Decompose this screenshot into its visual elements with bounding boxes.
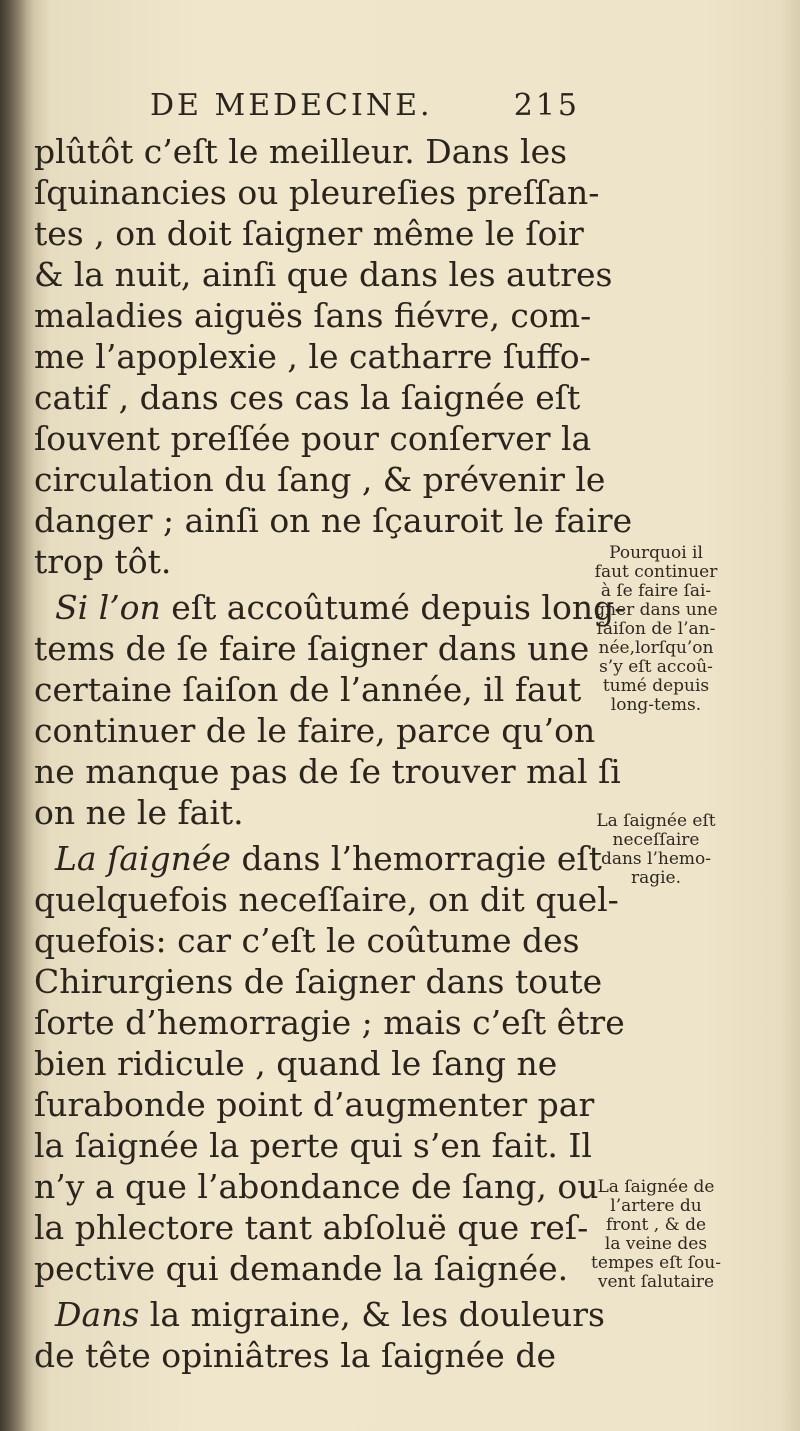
text-line — [34, 1294, 605, 1335]
margin-note-line: tumé depuis — [602, 676, 710, 696]
margin-note-line: née,lorſqu’on — [598, 638, 714, 658]
text-line: pective qui demande la ſaignée. — [34, 1249, 569, 1288]
main-text-column — [34, 131, 633, 1376]
text-line: plûtôt c’eſt le meilleur. Dans les — [34, 132, 568, 171]
margin-note-line: l’artere du — [610, 1196, 702, 1216]
italic-lead: La ſaignée — [54, 839, 231, 878]
italic-lead: Si l’on — [54, 588, 161, 627]
text-line: & la nuit, ainſi que dans les autres — [34, 255, 613, 294]
text-line: ſouvent preſſée pour conſerver la — [34, 419, 592, 458]
text-line: circulation du ſang , & prévenir le — [34, 460, 606, 499]
running-head-title: DE MEDECINE. — [150, 88, 433, 123]
page-number: 215 — [513, 88, 580, 123]
text-line: ſorte d’hemorragie ; mais c’eſt être — [34, 1003, 625, 1042]
margin-note-line: faut continuer — [594, 562, 718, 582]
text-line: trop tôt. — [34, 542, 172, 581]
text-line: la ſaignée la perte qui s’en fait. Il — [34, 1126, 592, 1165]
margin-note-line: à ſe faire ſai- — [600, 581, 712, 601]
text-run: eſt accoûtumé depuis long- — [160, 588, 626, 627]
margin-note-line: gner dans une — [594, 600, 718, 620]
text-run: dans l’hemorragie eſt — [230, 839, 602, 878]
margin-note-3 — [576, 1178, 736, 1292]
text-line: danger ; ainſi on ne ſçauroit le faire — [34, 501, 633, 540]
text-line: certaine ſaiſon de l’année, il faut — [34, 670, 582, 709]
margin-note-line: ſaiſon de l’an- — [596, 619, 716, 639]
text-line: tes , on doit ſaigner même le ſoir — [34, 214, 584, 253]
margin-note-2 — [576, 812, 736, 888]
margin-note-line: neceſſaire — [612, 830, 700, 850]
margin-note-line: vent ſalutaire — [597, 1272, 715, 1292]
paragraph-3 — [34, 838, 625, 1289]
text-line: ſurabonde point d’augmenter par — [34, 1085, 595, 1124]
paragraph-2 — [34, 587, 626, 833]
margin-note-line: dans l’hemo- — [600, 849, 712, 869]
text-line: de tête opiniâtres la ſaignée de — [34, 1336, 556, 1375]
text-line: me l’apoplexie , le catharre ſuffo- — [34, 337, 591, 376]
text-run: la migraine, & les douleurs — [139, 1295, 605, 1334]
text-line: la phlectore tant abſoluë que reſ- — [34, 1208, 589, 1247]
page-gutter-shadow — [0, 0, 34, 1431]
text-line: quefois: car c’eſt le coûtume des — [34, 921, 580, 960]
text-line: n’y a que l’abondance de ſang, ou — [34, 1167, 599, 1206]
text-line: quelquefois neceſſaire, on dit quel- — [34, 880, 619, 919]
text-line: ne manque pas de ſe trouver mal ſi — [34, 752, 621, 791]
margin-note-line: s’y eſt accoû- — [599, 657, 713, 677]
margin-note-line: La ſaignée eſt — [596, 811, 716, 831]
text-line: Chirurgiens de ſaigner dans toute — [34, 962, 603, 1001]
text-line: ſquinancies ou pleureſies preſſan- — [34, 173, 600, 212]
text-line: on ne le fait. — [34, 793, 244, 832]
margin-note-line: long-tems. — [610, 695, 702, 715]
margin-note-line: Pourquoi il — [609, 543, 703, 563]
margin-note-1 — [576, 544, 736, 715]
italic-lead: Dans — [54, 1295, 140, 1334]
margin-note-line: La ſaignée de — [597, 1177, 715, 1197]
paragraph-4 — [34, 1294, 605, 1376]
running-head — [150, 88, 580, 128]
text-line: bien ridicule , quand le ſang ne — [34, 1044, 558, 1083]
text-line: maladies aiguës ſans fiévre, com- — [34, 296, 592, 335]
margin-note-line: ragie. — [630, 868, 682, 888]
margin-note-line: front , & de — [605, 1215, 707, 1235]
paragraph-1 — [34, 131, 633, 582]
text-line — [34, 838, 602, 879]
text-line: catif , dans ces cas la ſaignée eſt — [34, 378, 581, 417]
margin-note-line: tempes eſt ſou- — [591, 1253, 721, 1273]
margin-note-line: la veine des — [604, 1234, 708, 1254]
text-line: continuer de le faire, parce qu’on — [34, 711, 596, 750]
text-line: tems de ſe faire ſaigner dans une — [34, 629, 590, 668]
text-line — [34, 587, 626, 628]
